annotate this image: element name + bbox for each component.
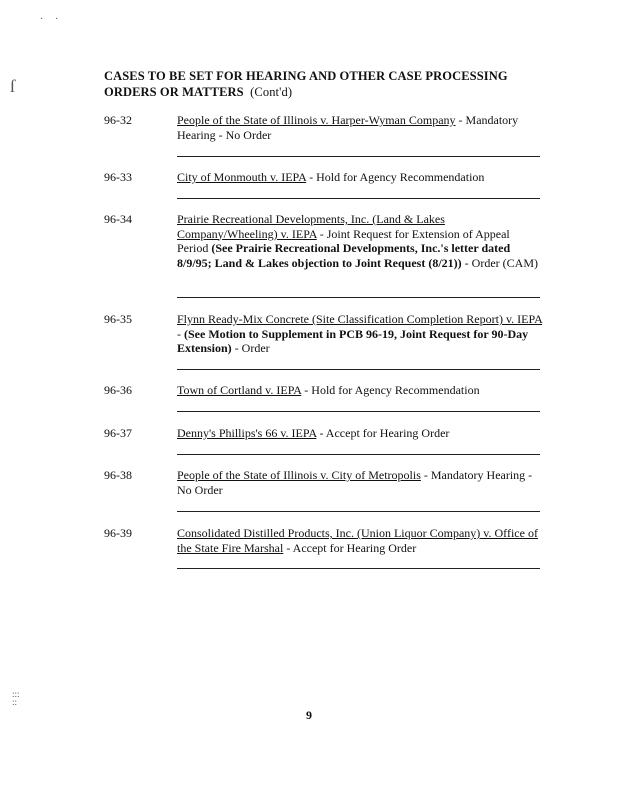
section-heading bbox=[104, 68, 544, 100]
case-title: Flynn Ready-Mix Concrete (Site Classification Completion Report) v. IEPA bbox=[177, 312, 543, 326]
separator-line bbox=[177, 198, 540, 199]
case-description bbox=[177, 526, 544, 555]
case-description bbox=[177, 113, 544, 142]
separator-line bbox=[177, 411, 540, 412]
case-disposition: - Accept for Hearing Order bbox=[283, 540, 417, 555]
case-disposition: - Mandatory Hearing - No Order bbox=[177, 468, 533, 497]
case-number: 96-32 bbox=[104, 113, 132, 127]
case-number: 96-33 bbox=[104, 170, 132, 184]
separator-line bbox=[177, 511, 540, 512]
case-number: 96-37 bbox=[104, 426, 132, 440]
case-disposition: - bbox=[177, 326, 184, 341]
case-description bbox=[177, 312, 544, 356]
case-title: Consolidated Distilled Products, Inc. (Union Liquor Company) v. Office of the State Fire Marshal bbox=[177, 526, 538, 555]
case-title: People of the State of Illinois v. City of Metropolis bbox=[177, 468, 421, 482]
case-description bbox=[177, 212, 544, 270]
case-number: 96-38 bbox=[104, 468, 132, 482]
case-number: 96-35 bbox=[104, 312, 132, 326]
case-description bbox=[177, 468, 544, 497]
case-order: - Order bbox=[231, 341, 270, 355]
case-description bbox=[177, 383, 544, 398]
case-title: Prairie Recreational Developments, Inc. (Land & Lakes Company/Wheeling) v. IEPA bbox=[177, 212, 445, 241]
case-disposition: - Mandatory Hearing - No Order bbox=[177, 113, 519, 142]
case-title: Town of Cortland v. IEPA bbox=[177, 383, 302, 397]
case-note: (See Motion to Supplement in PCB 96-19, Joint Request for 90-Day Extension) bbox=[177, 326, 529, 355]
heading-line-1: CASES TO BE SET FOR HEARING AND OTHER CASE PROCESSING bbox=[104, 69, 508, 83]
case-disposition: - Accept for Hearing Order bbox=[316, 426, 450, 440]
scan-smudge: ::: :: bbox=[12, 689, 20, 707]
case-title: People of the State of Illinois v. Harper-Wyman Company bbox=[177, 113, 456, 127]
case-title: Denny's Phillips's 66 v. IEPA bbox=[177, 426, 317, 440]
heading-continued: (Cont'd) bbox=[250, 85, 293, 99]
case-number: 96-36 bbox=[104, 383, 132, 397]
separator-line bbox=[177, 568, 540, 569]
separator-line bbox=[177, 156, 540, 157]
case-number: 96-34 bbox=[104, 212, 132, 226]
scan-speck: · bbox=[40, 14, 44, 25]
heading-line-2: ORDERS OR MATTERS bbox=[104, 85, 244, 99]
separator-line bbox=[177, 454, 540, 455]
page-number: 9 bbox=[306, 708, 312, 722]
scan-mark: ſ bbox=[10, 76, 16, 96]
separator-line bbox=[177, 369, 540, 370]
scan-speck: · bbox=[55, 14, 59, 25]
case-description bbox=[177, 426, 544, 441]
case-order: - Order (CAM) bbox=[461, 255, 538, 270]
case-number: 96-39 bbox=[104, 526, 132, 540]
case-note: (See Prairie Recreational Developments, Inc.'s letter dated 8/9/95; Land & Lakes objection to Joint Request (8/21)) bbox=[177, 241, 511, 270]
case-disposition: - Hold for Agency Recommendation bbox=[306, 170, 485, 184]
case-disposition: - Hold for Agency Recommendation bbox=[301, 383, 480, 397]
case-description bbox=[177, 170, 544, 185]
case-disposition: - Joint Request for Extension of Appeal Period bbox=[177, 226, 510, 255]
separator-line bbox=[177, 297, 540, 298]
case-title: City of Monmouth v. IEPA bbox=[177, 170, 307, 184]
